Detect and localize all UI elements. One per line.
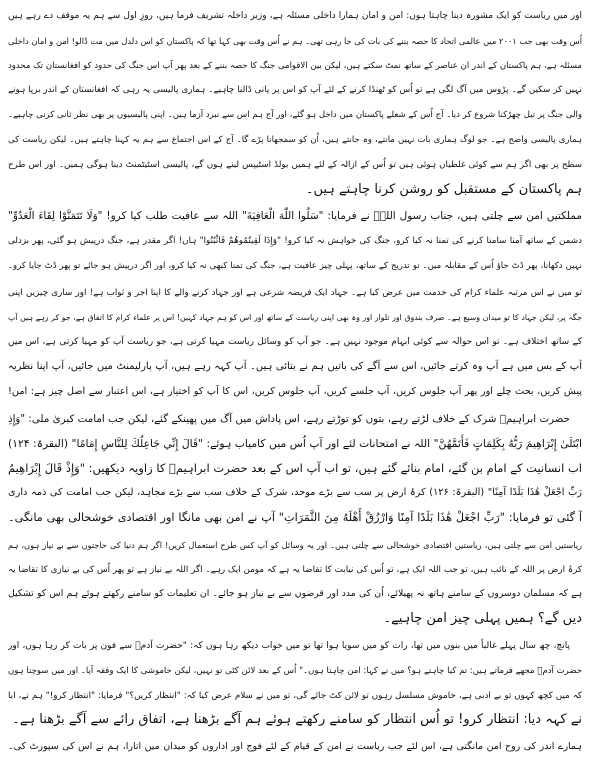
text-line: ہمارے اندر کی روح امن مانگتی ہے، اس لئے جب ریاست نے امن کے قیام کے لئے فوج اور اداروں کو میدان میں اتارا، ہم نے اس کی سپورٹ کی۔ — [8, 741, 582, 753]
text-line: کہ میں کچھ کہوں تو بے ادبی ہے، خاموش مسلسل رہوں تو لائن کٹ جائے گی، تو میں نے سلام عرض کیا کہ: "انتظار کریں؟" فرمایا: "انتظار کرو!" ہم نے، ابا — [8, 690, 582, 701]
text-line: آ گئی تو فرمایا: "رَبِّ اجْعَلْ هَٰذَا بَلَدًا آمِنًا وَارْزُقْ أَهْلَهُ مِنَ الثَّمَرَاتِ" آپ نے امن بھی مانگا اور اقتصادی خوشحالی بھی مانگی۔ — [8, 510, 582, 524]
text-line: سطح پر بھی اگر ہم سے کوئی غلطیاں ہوئی ہیں تو اُس کے ازالہ کے لئے ہمیں بولڈ اسٹیپس لینے ہوں گے، پالیسی اسٹیٹمنٹ دینا ہوگی ہمیں۔ اور اس طرح — [8, 159, 582, 170]
text-line: ابْتَلَىٰ إِبْرَاهِيمَ رَبُّهُ بِكَلِمَاتٍ فَأَتَمَّهُنَّ" اللہ نے امتحانات لئے اور آپ اُس میں کامیاب ہوئے: "قَالَ إِنِّي جَاعِلُكَ لِلنَّاسِ إِمَامًا" (البقرۃ: ۱۲۴) — [8, 436, 582, 450]
text-line: پیش کریں، بحث چلے اور پھر آپ جلوس کریں، آپ جلسے کریں، آپ جلوس کریں، اس کا آپ کو اختیار ہے، اس اعتبار سے اصل چیز ہے: امن! — [8, 385, 582, 397]
text-line: اور میں ریاست کو ایک مشورہ دینا چاہتا ہوں: امن و امان ہمارا داخلی مسئلہ ہے، وزیر داخلہ تشریف فرما ہیں، روزِ اول سے ہم یہ موقف دے رہے ہیں — [8, 11, 582, 21]
text-line: کے ساتھ اختلاف ہے۔ تو اس حوالہ سے کوئی ابہام موجود نہیں ہے۔ جو آپ کو وسائل ریاست مہیا کرتی ہے، جو ریاست آپ کو مہیا کرتی ہے، اس میں — [8, 337, 582, 348]
paragraph — [8, 281, 582, 405]
paragraph — [8, 407, 582, 531]
text-line: ہم پاکستان کے مستقبل کو روشن کرنا چاہتے ہیں۔ — [305, 181, 582, 197]
text-line: مملکتیں امن سے چلتی ہیں، جناب رسول اللہؐ نے فرمایا: "سَلُوا اللّٰهَ الْعَافِيَةَ" اللہ سے عافیت طلب کیا کرو! "وَلَا تَتَمَنَّوْا لِقَاءَ الْعَدُوِّ" — [8, 210, 582, 223]
text-line: حضرت آدمؑ مجھے فرماتے ہیں: تم کیا چاہتے ہو؟ میں نے کہا: امن چاہتا ہوں۔" اُس کے بعد لائن کٹی تو نہیں، لیکن خاموشی کا ایک وقفہ آیا۔ اور میں سوچتا ہوں — [8, 665, 582, 676]
text-line: آپ کے بس میں ہے آپ وہ کرتے جائیں، اس سے آگے کی باتیں ہم نے بتائی ہیں۔ آپ کہہ رہے ہیں، آپ پارلیمنٹ میں جائیں، آپ اپنا نظریہ — [8, 361, 582, 373]
text-line: نہیں کر سکیں گے۔ پڑوس میں آگ لگی ہے تو اُس کو ٹھنڈا کرنے کے لئے آپ کو اس پر پانی ڈالنا چاہیے۔ ہماری پالیسی یہ رہی کہ افغانستان کے اندر برپا ہونے — [8, 85, 582, 96]
text-line: دشمن کے ساتھ آمنا سامنا کرنے کی تمنا نہ کیا کرو، جنگ کی خواہش نہ کیا کرو! "وَإِذَا لَقِيتُمُوهُمْ فَاثْبُتُوا" ہاں! اگر مقدر ہے، جنگ درپیش ہو گئی، پھر بزدلی — [8, 236, 582, 247]
text-line: ہے کہ مسلمان دوسروں کے سامنے ہاتھ نہ پھیلائے، اُن کی مدد اور قرضوں سے بے نیاز ہو جائے۔ ان تعلیمات کو سامنے رکھتے ہوئے ہم اس کو تشکیل — [8, 588, 582, 600]
text-line: نہیں دکھانا، پھر ڈٹ جاؤ اُس کے مقابلہ میں۔ تو تدریج کے ساتھ، پہلی چیز عافیت ہے، جنگ کی تمنا کبھی نہ کیا کرو، اور اگر درپیش ہو جائے تو پھر ڈٹ جایا کرو۔ — [8, 260, 582, 271]
text-line: مسئلہ ہے، ہم پاکستان کے اندر ان عناصر کے ساتھ نمٹ سکتے ہیں، لیکن بین الاقوامی جنگ کا حصہ بننے کے بعد پھر آپ اس جنگ کی حدود کو افغانستان تک محدود — [8, 60, 582, 71]
text-line: نے کہہ دیا: انتظار کرو! تو اُس انتظار کو سامنے رکھتے ہوئے ہم آگے بڑھنا ہے، اتفاق رائے سے آگے بڑھنا ہے۔ — [12, 712, 582, 728]
paragraph — [8, 735, 582, 760]
text-line: پانچ، چھ سال پہلے غالباً میں بنوں میں تھا، رات کو میں سویا ہوا تھا تو میں خواب دیکھ رہا ہوں کہ: "حضرت آدمؑ سے فون پر بات کر رہا ہوں، اور — [8, 640, 570, 651]
text-line: رَبِّ اجْعَلْ هَٰذَا بَلَدًا آمِنًا" (البقرۃ: ۱۲۶) کرۂ ارض پر سب سے بڑے موحد، شرک کے خلاف سب سے بڑے مجاہد، لیکن جب امامت کی ذمہ داری — [8, 487, 582, 499]
text-line: اب انسانیت کے امام بن گئے، امام بنائے گئے ہیں، تو اب آپ اس کے بعد حضرت ابراہیمؑ کا زاویہ دیکھیں: "وَإِذْ قَالَ إِبْرَاهِيمُ — [8, 461, 582, 476]
paragraph — [8, 533, 582, 632]
paragraph — [8, 4, 582, 202]
text-line: جگہ پر، لیکن جہاد کا تو میدان وسیع ہے۔ صرف بندوق اور تلوار اور وہ بھی اپنی ریاست کے ساتھ اور اس کو ہم جہاد کہیں! اس پر علماء کرام کا اتفاق ہے، جو کر رہے ہیں آپ — [8, 312, 582, 322]
text-line: ہماری پالیسی واضح ہے۔ جو لوگ ہماری بات نہیں مانتے، وہ جانتے ہیں، اُن کو سمجھانا پڑے گا۔ آج کے اس اجتماع سے ہم یہ کہنا چاہتے ہیں۔ لیکن ریاست کی — [8, 134, 582, 145]
paragraph — [8, 634, 582, 733]
text-line: دیں گے؟ ہمیں پہلی چیز امن چاہیے۔ — [383, 611, 582, 627]
text-line: حضرت ابراہیمؑ شرک کے خلاف لڑتے رہے، بتوں کو توڑتے رہے، اس پاداش میں آگ میں پھینکے گئے، لیکن جب امامت کبریٰ ملی: "وَإِذِ — [8, 412, 570, 425]
text-line: والی جنگ پر تیل چھڑکنا شروع کر دیا۔ آج اُس کے شعلے پاکستان میں داخل ہو گئے، اور آج ہم اس سے نبرد آزما ہیں۔ اپنی پالیسیوں پر بھی نظر ثانی کرنی چاہیے۔ — [8, 110, 582, 121]
paragraph — [8, 204, 582, 278]
text-line: کرۂ ارض پر اللہ کے نائب ہیں، تو جب اللہ ایک ہے، تو اُس کی نیابت کا تقاضا یہ ہے کہ مومن ایک رہے۔ اگر اللہ بے نیاز ہے تو پھر اُس کی بے نیازی کا تقاضا یہ — [8, 564, 582, 575]
text-line: اُس وقت بھی جب ۲۰۰۱ میں عالمی اتحاد کا حصہ بننے کی بات کی جا رہی تھی۔ ہم نے اُس وقت بھی کہا تھا کہ پاکستان کو اس دلدل میں مت ڈالو! امن و امان داخلی — [8, 35, 582, 46]
text-line: ریاستیں امن سے چلتی ہیں، ریاستیں اقتصادی خوشحالی سے چلتی ہیں۔ اور یہ وسائل کو آپ کس طرح استعمال کریں! اگر ہم دنیا کی حاجتوں سے بے نیاز ہوں، ہم — [8, 539, 582, 550]
text-line: تو میں نے اس مرتبہ علماء کرام کی خدمت میں عرض کیا ہے۔ جہاد ایک فریضہ شرعی ہے اور جہاد کرنے والے کا اپنا اجر و ثواب ہے! اور ساری چیزیں اپنی — [8, 287, 582, 298]
